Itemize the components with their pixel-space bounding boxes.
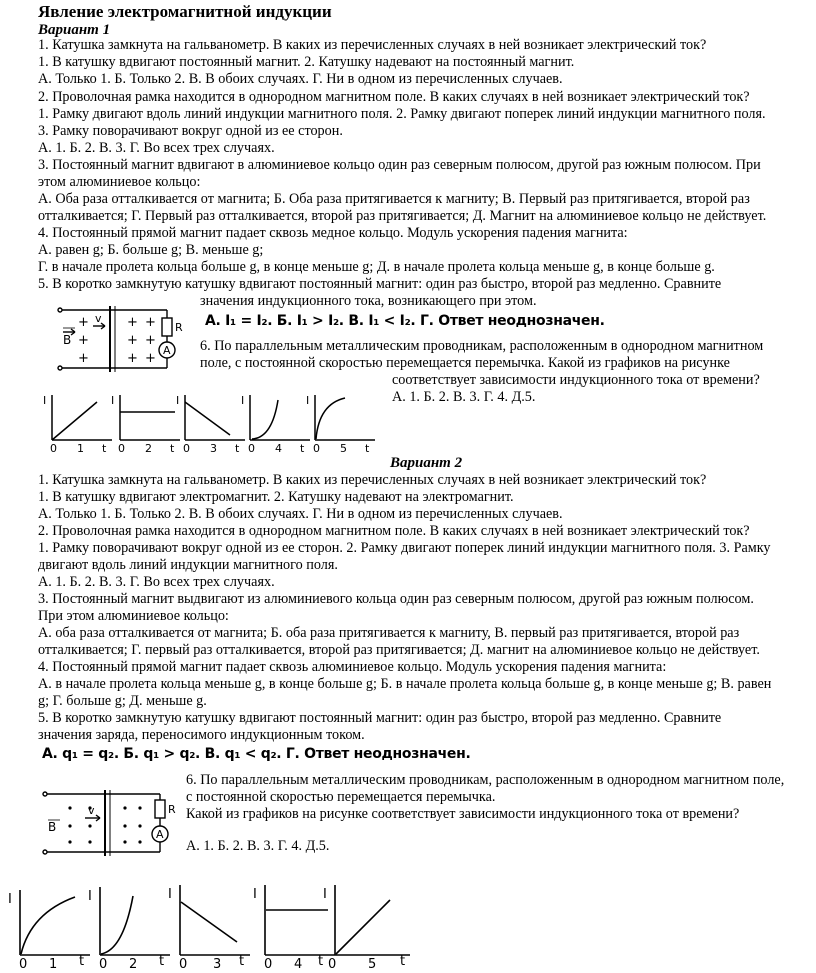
axis-t-label: t xyxy=(102,442,107,455)
graph-number: 2 xyxy=(129,957,138,972)
axis-t-label: t xyxy=(170,442,175,455)
origin-label: 0 xyxy=(118,442,125,455)
graph-number: 3 xyxy=(210,442,217,455)
v2-line: При этом алюминиевое кольцо: xyxy=(38,608,229,624)
origin-label: 0 xyxy=(264,957,273,972)
v2-line: А. оба раза отталкивается от магнита; Б. оба раза притягивается к магниту, В. первый раз притягивается, второй раз xyxy=(38,625,740,641)
v1-line: А. 1. Б. 2. В. 3. Г. Во всех трех случаях. xyxy=(38,140,275,156)
v2-line: 5. В коротко замкнутую катушку вдвигают постоянный магнит: один раз быстро, второй раз медленно. Сравните xyxy=(38,710,722,726)
v1-line: 2. Проволочная рамка находится в однородном магнитном поле. В каких случаях в ней возникает электрический ток? xyxy=(38,89,750,105)
graph-number: 1 xyxy=(77,442,84,455)
v1-ammeter-label: A xyxy=(163,344,171,357)
axis-y-label: I xyxy=(43,394,47,407)
axis-t-label: t xyxy=(400,954,406,969)
v1-line: Г. в начале пролета кольца больше g, в конце меньше g; Д. в начале пролета кольца меньше g, в конце больше g. xyxy=(38,259,715,275)
v2-line: А. Только 1. Б. Только 2. В. В обоих случаях. Г. Ни в одном из перечисленных случаев. xyxy=(38,506,563,522)
v2-line: А. в начале пролета кольца меньше g, в конце больше g; Б. в начале пролета кольца больше g, в конце меньше g; В. равен xyxy=(38,676,772,692)
v2-q6-line: с постоянной скоростью перемещается перемычка. xyxy=(186,789,496,805)
svg-text:+: + xyxy=(127,351,138,366)
origin-label: 0 xyxy=(179,957,188,972)
axis-t-label: t xyxy=(79,954,85,969)
v1-graph-2 xyxy=(110,390,185,455)
v1-line: 4. Постоянный прямой магнит падает сквозь медное кольцо. Модуль ускорения падения магнита: xyxy=(38,225,628,241)
axis-y-label: I xyxy=(8,892,12,907)
v1-q5-answers: А. I₁ = I₂. Б. I₁ > I₂. В. I₁ < I₂. Г. Ответ неоднозначен. xyxy=(205,313,605,329)
v1-line: 1. Рамку двигают вдоль линий индукции магнитного поля. 2. Рамку двигают поперек линий индукции магнитного поля. xyxy=(38,106,766,122)
axis-y-label: I xyxy=(176,394,180,407)
v1-q6-line: соответствует зависимости индукционного тока от времени? xyxy=(392,372,760,388)
v1-velocity-label: v xyxy=(95,312,102,325)
axis-y-label: I xyxy=(168,887,172,902)
graph-number: 3 xyxy=(213,957,222,972)
v1-field-label: B xyxy=(63,333,72,347)
v2-graph-5 xyxy=(320,880,415,970)
v1-q6-answers: А. 1. Б. 2. В. 3. Г. 4. Д.5. xyxy=(392,389,536,405)
graph-number: 1 xyxy=(49,957,58,972)
origin-label: 0 xyxy=(99,957,108,972)
axis-y-label: I xyxy=(111,394,115,407)
graph-number: 4 xyxy=(294,957,303,972)
v2-q6-line: 6. По параллельным металлическим проводникам, расположенным в однородном магнитном поле, xyxy=(186,772,785,788)
svg-text:+: + xyxy=(127,333,138,348)
v1-line: А. равен g; Б. больше g; В. меньше g; xyxy=(38,242,264,258)
v2-line: 1. В катушку вдвигают электромагнит. 2. Катушку надевают на электромагнит. xyxy=(38,489,514,505)
v1-line: 1. Катушка замкнута на гальванометр. В каких из перечисленных случаях в ней возникает электрический ток? xyxy=(38,37,707,53)
origin-label: 0 xyxy=(183,442,190,455)
axis-t-label: t xyxy=(235,442,240,455)
v1-graph-3 xyxy=(175,390,250,455)
v2-q6-line: Какой из графиков на рисунке соответствует зависимости индукционного тока от времени? xyxy=(186,806,740,822)
v1-line: А. Только 1. Б. Только 2. В. В обоих случаях. Г. Ни в одном из перечисленных случаев. xyxy=(38,71,563,87)
v2-circuit-diagram xyxy=(40,788,180,858)
v1-graph-1 xyxy=(42,390,117,455)
variant-2-heading: Вариант 2 xyxy=(390,455,463,471)
v2-line: 4. Постоянный прямой магнит падает сквозь алюминиевое кольцо. Модуль ускорения падения магнита: xyxy=(38,659,667,675)
axis-y-label: I xyxy=(241,394,245,407)
v2-line: значения заряда, переносимого индукционным током. xyxy=(38,727,365,743)
v1-line: этом алюминиевое кольцо: xyxy=(38,174,201,190)
v1-graph-4 xyxy=(240,390,315,455)
v1-graph-5 xyxy=(305,390,380,455)
v2-graph-1 xyxy=(5,885,95,970)
v1-resistor-label: R xyxy=(175,321,183,334)
origin-label: 0 xyxy=(313,442,320,455)
axis-t-label: t xyxy=(318,954,324,969)
axis-t-label: t xyxy=(365,442,370,455)
v1-line: отталкивается; Г. Первый раз отталкивается, второй раз притягивается; Д. Магнит на алюминиевое кольцо не действует. xyxy=(38,208,767,224)
svg-text:+: + xyxy=(145,333,156,348)
v2-line: 2. Проволочная рамка находится в однородном магнитном поле. В каких случаях в ней возникает электрический ток? xyxy=(38,523,750,539)
origin-label: 0 xyxy=(19,957,28,972)
graph-number: 2 xyxy=(145,442,152,455)
v1-q5-continuation: значения индукционного тока, возникающего при этом. xyxy=(200,293,537,309)
v2-line: отталкивается; Г. первый раз отталкивается, второй раз притягивается; Д. магнит на алюминиевое кольцо не действует. xyxy=(38,642,760,658)
axis-y-label: I xyxy=(306,394,310,407)
axis-t-label: t xyxy=(300,442,305,455)
v2-field-label: B xyxy=(48,820,57,834)
v2-line: 3. Постоянный магнит выдвигают из алюминиевого кольца один раз северным полюсом, другой раз южным полюсом. xyxy=(38,591,754,607)
axis-t-label: t xyxy=(239,954,245,969)
svg-text:+: + xyxy=(78,333,89,348)
v2-ammeter-label: A xyxy=(156,828,164,841)
v2-line: А. 1. Б. 2. В. 3. Г. Во всех трех случаях. xyxy=(38,574,275,590)
svg-text:+: + xyxy=(127,315,138,330)
axis-t-label: t xyxy=(159,954,165,969)
v2-line: 1. Рамку поворачивают вокруг одной из ее сторон. 2. Рамку двигают поперек линий индукции магнитного поля. 3. Рамку xyxy=(38,540,771,556)
svg-text:+: + xyxy=(78,315,89,330)
v2-q6-answers: А. 1. Б. 2. В. 3. Г. 4. Д.5. xyxy=(186,838,330,854)
v1-q6-line: 6. По параллельным металлическим проводникам, расположенным в однородном магнитном xyxy=(200,338,764,354)
v1-line: 3. Постоянный магнит вдвигают в алюминиевое кольцо один раз северным полюсом, другой раз южным полюсом. При xyxy=(38,157,761,173)
svg-text:+: + xyxy=(145,315,156,330)
origin-label: 0 xyxy=(248,442,255,455)
v1-q6-line: поле, с постоянной скоростью перемещается перемычка. Какой из графиков на рисунке xyxy=(200,355,730,371)
v1-line: 5. В коротко замкнутую катушку вдвигают постоянный магнит: один раз быстро, второй раз медленно. Сравните xyxy=(38,276,722,292)
graph-number: 5 xyxy=(340,442,347,455)
axis-y-label: I xyxy=(323,887,327,902)
axis-y-label: I xyxy=(88,889,92,904)
origin-label: 0 xyxy=(50,442,57,455)
graph-number: 4 xyxy=(275,442,282,455)
v1-circuit-diagram xyxy=(55,304,185,374)
v2-line: двигают вдоль линий индукции магнитного поля. xyxy=(38,557,338,573)
v1-line: А. Оба раза отталкивается от магнита; Б. Оба раза притягивается к магниту; В. Первый раз притягивается, второй раз xyxy=(38,191,750,207)
page-title: Явление электромагнитной индукции xyxy=(38,2,332,21)
axis-y-label: I xyxy=(253,887,257,902)
v2-line: g; Г. больше g; Д. меньше g. xyxy=(38,693,207,709)
svg-text:+: + xyxy=(78,351,89,366)
v1-line: 1. В катушку вдвигают постоянный магнит. 2. Катушку надевают на постоянный магнит. xyxy=(38,54,575,70)
variant-1-heading: Вариант 1 xyxy=(38,22,111,38)
v2-graph-2 xyxy=(85,882,175,970)
v2-line: 1. Катушка замкнута на гальванометр. В каких из перечисленных случаях в ней возникает электрический ток? xyxy=(38,472,707,488)
v2-graph-3 xyxy=(165,880,255,970)
v2-resistor-label: R xyxy=(168,803,176,816)
v1-line: 3. Рамку поворачивают вокруг одной из ее сторон. xyxy=(38,123,343,139)
v2-velocity-label: v xyxy=(88,804,95,817)
graph-number: 5 xyxy=(368,957,377,972)
svg-text:+: + xyxy=(145,351,156,366)
origin-label: 0 xyxy=(328,957,337,972)
v2-q5-answers: А. q₁ = q₂. Б. q₁ > q₂. В. q₁ < q₂. Г. Ответ неоднозначен. xyxy=(42,746,471,762)
